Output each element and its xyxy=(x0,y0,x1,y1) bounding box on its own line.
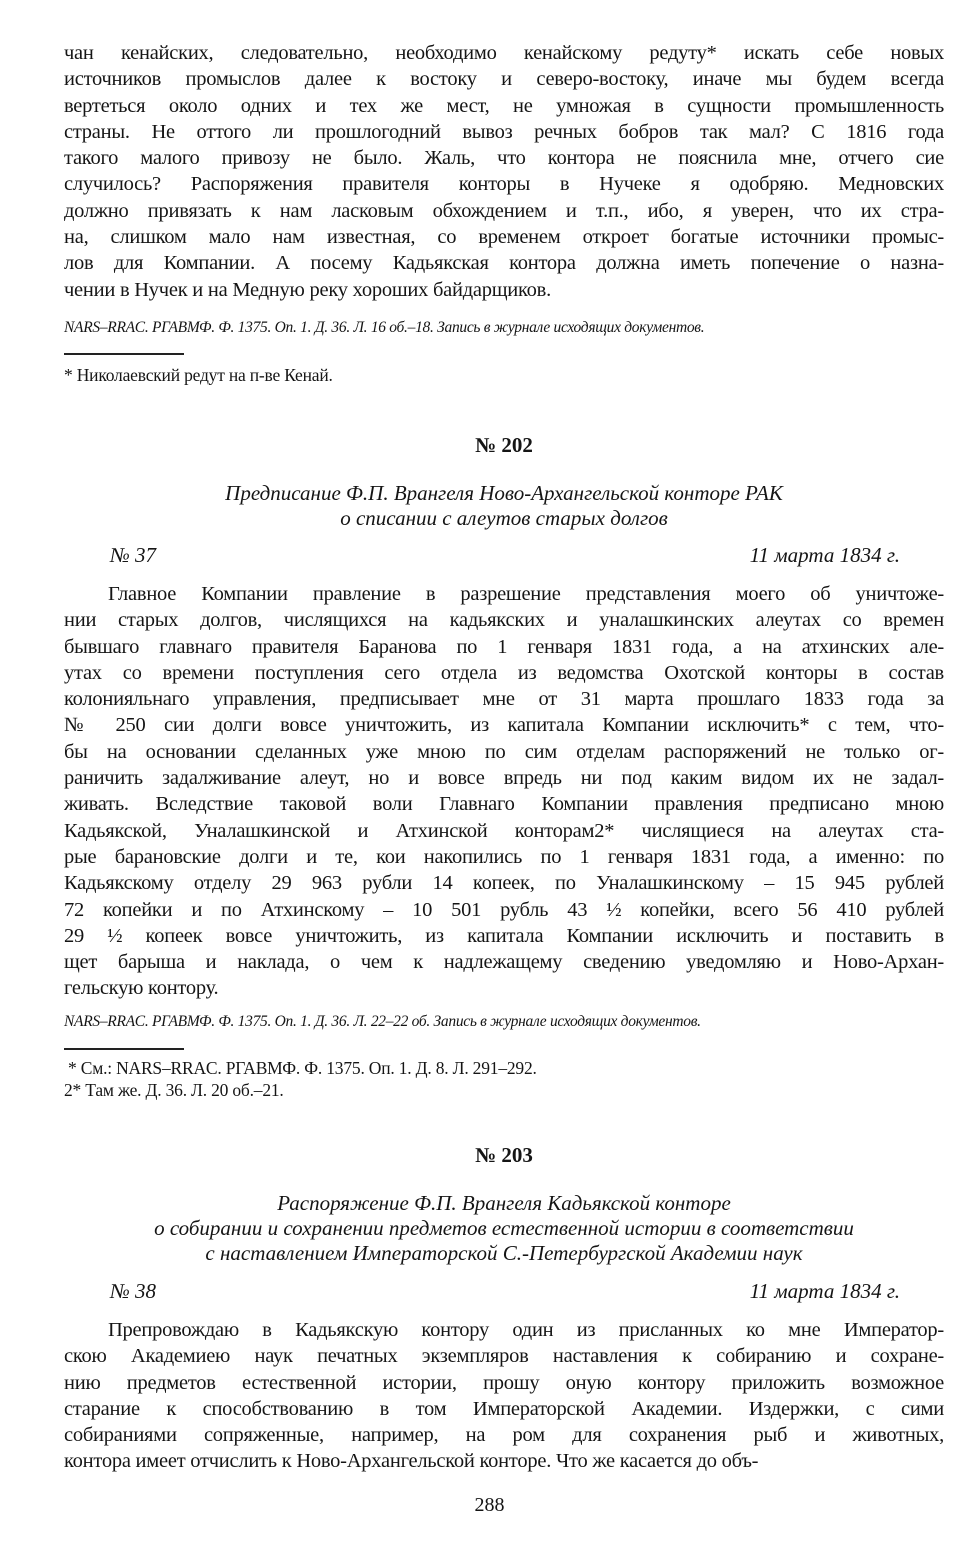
outgoing-number: № 38 xyxy=(110,1279,157,1303)
document-date: 11 марта 1834 г. xyxy=(749,543,900,567)
text-line: чении в Нучек и на Медную реку хороших байдарщиков. xyxy=(64,278,551,301)
text-line: собираниями сопряженные, например, на ром для сохранения рыб и животных, xyxy=(64,1424,944,1447)
document-number-202: № 202 xyxy=(475,433,533,457)
document-title-203 xyxy=(64,1191,944,1266)
text-line: случилось? Распоряжения правителя конторы в Нучеке я одобряю. Медновских xyxy=(64,173,944,196)
text-line: страны. Не оттого ли прошлогодний вывоз речных бобров так мал? С 1816 года xyxy=(64,120,944,143)
outgoing-number: № 37 xyxy=(110,543,157,567)
document-meta-203 xyxy=(64,1279,945,1304)
text-line: Кадьякской, Уналашкинской и Атхинской конторам2* числящиеся на алеутах ста- xyxy=(64,819,944,842)
text-line: бывшаго главнаго правителя Баранова по 1 генваря 1831 года, а на атхинских але- xyxy=(64,635,944,658)
title-line: Предписание Ф.П. Врангеля Ново-Архангельской конторе РАК xyxy=(225,481,783,505)
text-line: источников промыслов далее к востоку и северо-востоку, иначе мы будем всегда xyxy=(64,68,944,91)
text-line: утах со времени поступления сего отдела из ведомства Охотской конторы в состав xyxy=(64,661,944,684)
footnote-1: * См.: NARS–RRAC. РГАВМФ. Ф. 1375. Оп. 1. Д. 8. Л. 291–292. xyxy=(68,1058,537,1078)
text-line: Препровождаю в Кадьякскую контору один из присланных ко мне Император- xyxy=(108,1319,944,1341)
text-line: нию предметов естественной истории, прошу оную контору приложить возможное xyxy=(64,1371,944,1394)
text-line: скою Академиею наук печатных экземпляров наставления к собиранию и сохране- xyxy=(64,1345,944,1368)
continuation-source-citation: NARS–RRAC. РГАВМФ. Ф. 1375. Оп. 1. Д. 36. Л. 16 об.–18. Запись в журнале исходящих документов. xyxy=(64,319,705,336)
text-line: гельскую контору. xyxy=(64,977,219,1000)
text-line: должно привязать к нам ласковым обхождением и т.п., ибо, я уверен, что их стра- xyxy=(64,199,944,222)
text-line: такого малого привозу не было. Жаль, что контора не пояснила мне, отчего сие xyxy=(64,147,944,170)
document-meta-202 xyxy=(64,543,945,568)
text-line: лов для Компании. А посему Кадьякская контора должна иметь попечение о назна- xyxy=(64,252,944,275)
title-line: о собирании и сохранении предметов естественной истории в соответствии xyxy=(154,1216,854,1240)
document-number-203: № 203 xyxy=(475,1143,533,1167)
text-line: рые барановские долги и те, кои накопились по 1 генваря 1831 года, а именно: по xyxy=(64,845,944,868)
footnote-divider xyxy=(64,1048,184,1050)
text-line: чан кенайских, следовательно, необходимо кенайскому редуту* искать себе новых xyxy=(64,42,944,64)
document-body-203 xyxy=(64,1317,944,1475)
document-date: 11 марта 1834 г. xyxy=(749,1279,900,1303)
text-line: вертеться около одних и тех же мест, не умножая в сущности промышленность xyxy=(64,94,944,117)
document-body-202 xyxy=(64,581,944,1002)
title-line: Распоряжение Ф.П. Врангеля Кадьякской конторе xyxy=(277,1191,731,1215)
text-line: 29 ½ копеек вовсе уничтожить, из капитала Компании исключить и поставить в xyxy=(64,924,944,947)
text-line: колонияльнаго управления, предписывает мне от 31 марта прошлаго 1833 года за xyxy=(64,688,944,711)
text-line: на, слишком мало нам известная, со временем откроет богатые источники промыс- xyxy=(64,226,944,249)
text-line: живать. Вследствие таковой воли Главнаго Компании правления предписано мною xyxy=(64,793,944,816)
text-line: раничить задалживание алеут, но и вовсе впредь ни под каким видом их не задал- xyxy=(64,767,944,790)
footnote-1: * Николаевский редут на п-ве Кенай. xyxy=(64,365,333,385)
text-line: щет барыша и наклада, о чем к надлежащему сведению уведомляю и Ново-Архан- xyxy=(64,951,944,974)
text-line: нии старых долгов, числящихся на кадьякских и уналашкинских алеутах со времен xyxy=(64,609,944,632)
title-line: о списании с алеутов старых долгов xyxy=(340,506,668,530)
document-title-202 xyxy=(64,481,944,531)
footnote-2: 2* Там же. Д. 36. Л. 20 об.–21. xyxy=(64,1080,284,1100)
text-line: Главное Компании правление в разрешение представления моего об уничтоже- xyxy=(108,583,944,605)
continuation-paragraph xyxy=(64,40,944,303)
footnotes-202 xyxy=(64,1057,537,1101)
text-line: старание к способствованию в том Императорской Академии. Издержки, с сими xyxy=(64,1397,944,1420)
document-source-citation-202: NARS–RRAC. РГАВМФ. Ф. 1375. Оп. 1. Д. 36. Л. 22–22 об. Запись в журнале исходящих документов. xyxy=(64,1013,701,1030)
text-line: Кадьякскому отделу 29 963 рубли 14 копеек, по Уналашкинскому – 15 945 рублей xyxy=(64,872,944,895)
text-line: № 250 сии долги вовсе уничтожить, из капитала Компании исключить* с тем, что- xyxy=(64,714,944,737)
text-line: контора имеет отчислить к Ново-Архангельской конторе. Что же касается до объ- xyxy=(64,1450,759,1473)
text-line: 72 копейки и по Атхинскому – 10 501 рубль 43 ½ копейки, всего 56 410 рублей xyxy=(64,898,944,921)
footnote-divider xyxy=(64,353,184,355)
text-line: бы на основании сделанных уже мною по сим отделам распоряжений не только ог- xyxy=(64,740,944,763)
page-number: 288 xyxy=(474,1494,505,1516)
title-line: с наставлением Императорской С.-Петербургской Академии наук xyxy=(205,1241,803,1265)
